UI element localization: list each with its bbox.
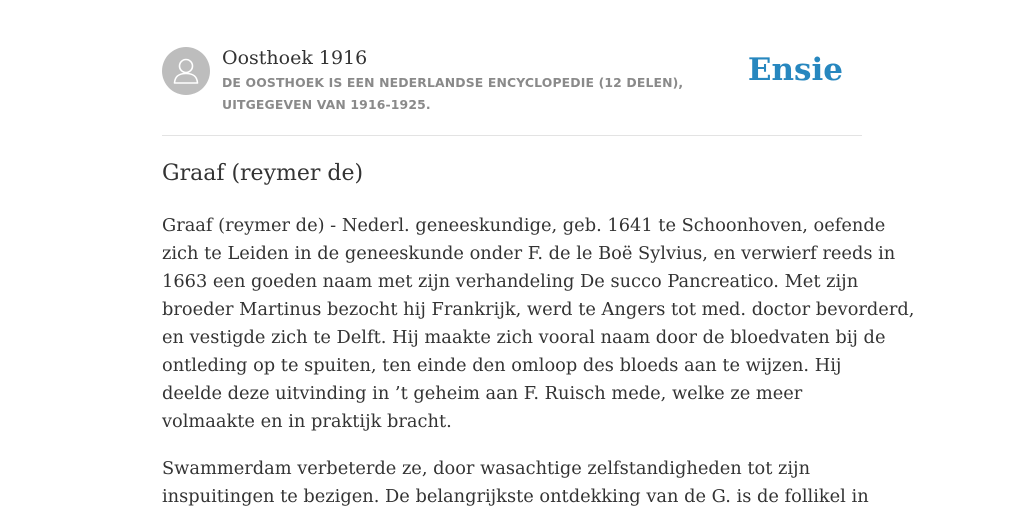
text-line: 1663 een goeden naam met zijn verhandeling De succo Pancreatico. Met zijn — [162, 271, 859, 292]
article-paragraph — [162, 212, 915, 436]
text-line: ontleding op te spuiten, ten einde den omloop des bloeds aan te wijzen. Hij — [162, 355, 842, 376]
text-line: inspuitingen te bezigen. De belangrijkste ontdekking van de G. is de follikel in — [162, 486, 869, 507]
text-line: zich te Leiden in de geneeskunde onder F. de le Boë Sylvius, en verwierf reeds in — [162, 243, 896, 264]
user-silhouette-icon — [162, 47, 210, 95]
text-line: Graaf (reymer de) - Nederl. geneeskundige, geb. 1641 te Schoonhoven, oefende — [162, 215, 886, 236]
text-line: volmaakte en in praktijk bracht. — [162, 411, 452, 432]
header-divider — [162, 135, 862, 136]
article-body — [162, 212, 915, 512]
text-line: deelde deze uitvinding in ’t geheim aan F. Ruisch mede, welke ze meer — [162, 383, 803, 404]
text-line: Swammerdam verbeterde ze, door wasachtige zelfstandigheden tot zijn — [162, 458, 811, 479]
source-avatar[interactable] — [162, 47, 210, 95]
text-line: en vestigde zich te Delft. Hij maakte zich vooral naam door de bloedvaten bij de — [162, 327, 886, 348]
source-name-link[interactable]: Oosthoek 1916 — [222, 47, 368, 69]
source-description: DE OOSTHOEK IS EEN NEDERLANDSE ENCYCLOPEDIE (12 DELEN), UITGEGEVEN VAN 1916-1925. — [222, 75, 684, 112]
article-title: Graaf (reymer de) — [162, 161, 364, 186]
ensie-logo[interactable]: Ensie — [747, 52, 843, 88]
article-paragraph — [162, 455, 869, 511]
text-line: broeder Martinus bezocht hij Frankrijk, werd te Angers tot med. doctor bevorderd, — [162, 299, 915, 320]
source-header — [162, 46, 862, 116]
